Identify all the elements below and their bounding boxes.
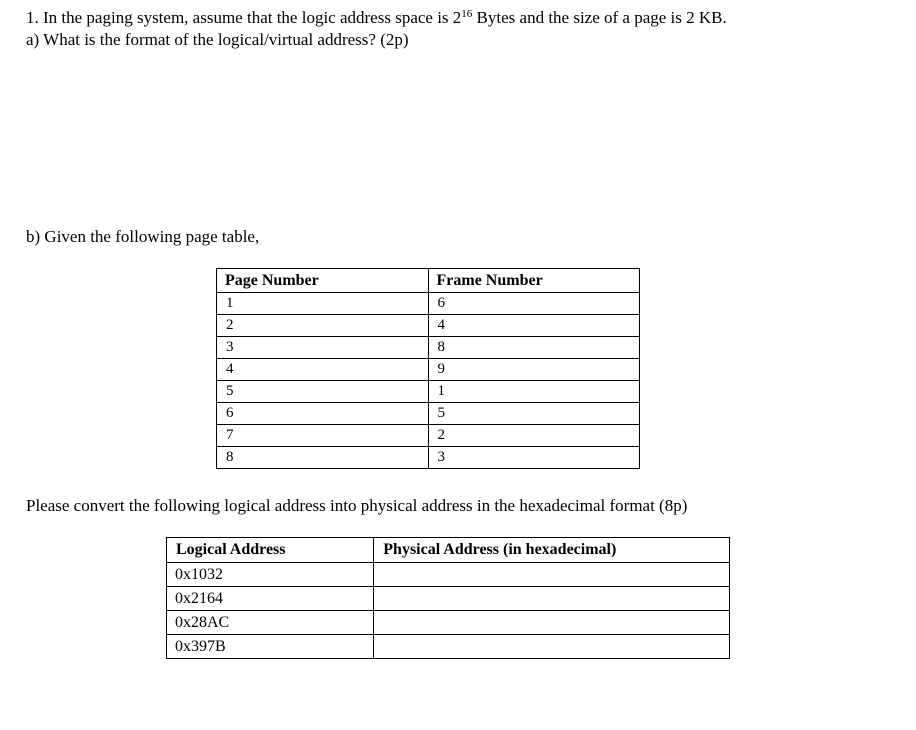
frame-number-cell: 3 [428,447,640,469]
question-intro-suffix: Bytes and the size of a page is 2 KB. [472,8,727,27]
frame-number-cell: 9 [428,359,640,381]
question-intro [26,8,727,28]
table-row [167,563,730,587]
convert-prompt: Please convert the following logical address into physical address in the hexadecimal format (8p) [26,496,688,515]
physical-address-cell [374,611,730,635]
part-b-question: b) Given the following page table, [26,227,260,246]
page-number-cell: 8 [217,447,429,469]
exponent: 16 [461,8,473,20]
table-row [167,611,730,635]
frame-number-header: Frame Number [428,269,640,293]
logical-address-cell: 0x2164 [167,587,374,611]
address-table-header-row [167,538,730,563]
physical-address-header: Physical Address (in hexadecimal) [374,538,730,563]
frame-number-cell: 8 [428,337,640,359]
page-number-cell: 7 [217,425,429,447]
page-number-cell: 4 [217,359,429,381]
table-row [217,315,640,337]
logical-address-cell: 0x397B [167,635,374,659]
physical-address-cell [374,635,730,659]
frame-number-cell: 5 [428,403,640,425]
frame-number-cell: 2 [428,425,640,447]
page-table [216,268,640,469]
table-row [217,293,640,315]
page-number-cell: 5 [217,381,429,403]
table-row [217,403,640,425]
frame-number-cell: 6 [428,293,640,315]
page-number-cell: 1 [217,293,429,315]
table-row [217,381,640,403]
page-number-cell: 2 [217,315,429,337]
part-a-question: a) What is the format of the logical/virtual address? (2p) [26,30,409,49]
physical-address-cell [374,587,730,611]
page-number-header: Page Number [217,269,429,293]
page-number-cell: 3 [217,337,429,359]
table-row [217,447,640,469]
frame-number-cell: 4 [428,315,640,337]
page-number-cell: 6 [217,403,429,425]
logical-address-cell: 0x1032 [167,563,374,587]
table-row [217,337,640,359]
table-row [167,587,730,611]
table-row [217,425,640,447]
frame-number-cell: 1 [428,381,640,403]
table-row [167,635,730,659]
page-table-header-row [217,269,640,293]
table-row [217,359,640,381]
logical-address-header: Logical Address [167,538,374,563]
question-intro-prefix: 1. In the paging system, assume that the logic address space is 2 [26,8,462,27]
logical-address-cell: 0x28AC [167,611,374,635]
physical-address-cell [374,563,730,587]
address-table [166,537,730,659]
